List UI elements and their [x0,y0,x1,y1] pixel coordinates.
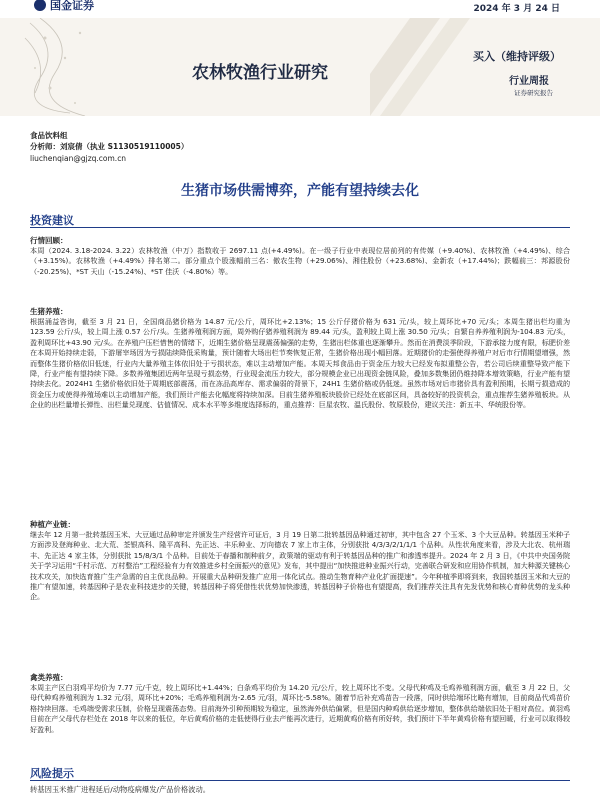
logo-emblem-icon [34,0,46,11]
header-banner [0,18,600,116]
weekly-review-text: 本周（2024. 3.18-2024. 3.22）农林牧渔（中万）指数收于 2697.11 点(+4.49%)。在一级子行业中表现位居前列的有传媒（+9.40%)、农林牧渔（+4.49%)、综合（+3.15%)。农林牧渔（+4.49%）排名第二。部分重点个股涨幅前三名：傲农生物（+29.06%)、湘佳股份（+23.68%)、金新农（+17.44%)；跌幅前三：邦源股份（-20.25%)、*ST 天山（-15.24%)、*ST 佳沃（-4.80%）等。 [30,246,570,276]
banner-pattern-icon [20,18,100,116]
sector-label: 食品饮料组 [30,131,68,140]
section-divider [30,780,570,781]
weekly-review-title: 行情回顾： [30,236,68,245]
seed-industry-text: 继去年 12 月第一批转基因玉米、大豆通过品种审定并颁发生产经营许可证后，3 月 19 日第二批转基因品种通过初审，其中包含 27 个玉米、3 个大豆品种。转基因玉米种子方面涉及登海种业、北大荒、荃银高科、隆平高科、先正达、丰乐种业、万向德农 7 家上市主体，分别获批 4/3/3/2/1/1/1 个品种。从性状角度来看，涉及大北农、杭州瑞丰、先正达 4 家主体，分别获批 15/8/3/1 个品种。目前处于春播和制种前夕，政策端的驱动有利于转基因品种的推广和渗透率提升。2024 年 2 月 3 日，《中共中央国务院关于学习运用“千村示范、万村整治”工程经验有力有效推进乡村全面振兴的意见》发布，其中提出“加快推进种业振兴行动，完善联合研发和应用协作机制，加大种源关键核心技术攻关，加快选育推广生产急需的自主优良品种。开展重大品种研发推广应用一体化试点。推动生物育种产业化扩面提速”。今年种植季即将到来，我国转基因玉米和大豆的推广有望加速，转基因种子是农业科技进步的关键，转基因种子将凭借性状优势加快渗透，转基因种子价格也有望提高，我们推荐关注具有先发优势和核心育种优势的龙头种企。 [30,530,570,602]
poultry-block [30,672,570,735]
report-department: 证券研究报告 [514,89,553,97]
pig-farming-block [30,306,570,411]
rating-badge: 买入（维持评级） [473,50,561,63]
company-logo [34,0,94,13]
report-title: 农林牧渔行业研究 [192,63,328,83]
report-type: 行业周报 [509,76,549,87]
pig-farming-text: 根据涌益咨询，截至 3 月 21 日，全国商品猪价格为 14.87 元/公斤，周环比+2.13%；15 公斤仔猪价格为 631 元/头，较上周环比+70 元/头；本周生猪出栏均重为 123.59 公斤/头，较上周上涨 0.57 公斤/头。生猪养殖利润方面，周外购仔猪养殖利润为 89.44 元/头，盈利较上周上涨 30.50 元/头；自繁自养养殖利润为-104.83 元/头，盈利周环比+43.90 元/头。在养殖户压栏惜售的情绪下，近期生猪价格呈现震荡偏强的走势，生猪出栏体重也逐渐攀升。然而在消费淡季阶段，下游承接力度有限，标肥价差在本周开始持续走弱，下游屠宰场因为亏损陆续降低采购量，预计随着大场出栏节奏恢复正常，生猪价格出现小幅回落。近期猪价的走强使得养殖户对后市行情期望增强，然而整体生猪价格依旧低迷，行业内大量养殖主体依旧处于亏损状态，难以主动增加产能。本周天邦食品由于资金压力较大已经发布拟重整公告，若公司后续重整导致产能下降，行业产能有望持续下降。多数养殖集团近两年呈现亏损态势，行业现金流压力较大，部分规模企业已出现资金链风险，叠加多数集团仍维持降本增效策略，行业产能有望持续去化。2024H1 生猪价格依旧处于周期底部震荡，而在冻品高库存、需求偏弱的背景下，24H1 生猪价格或仍低迷。虽然市场对后市猪价具有盈利预期，长期亏损造成的资金压力或使得养殖场难以主动增加产能，我们预计产能去化幅度将持续加深。目前生猪养殖板块股价已经处在底部区间，具备较好的投资机会，重点推荐生猪养殖板块。从企业的出栏量增长弹性、出栏量兑现度、估值情况、成本水平等多维度选择标的，重点推荐：巨星农牧、温氏股份、牧原股份，建议关注：新五丰、华统股份等。 [30,317,570,410]
weekly-review-block [30,235,570,277]
section-title-investment: 投资建议 [30,214,74,227]
banner-stripes-icon [370,18,600,116]
seed-industry-block [30,519,570,603]
report-headline: 生猪市场供需博弈，产能有望持续去化 [181,183,419,199]
risk-text: 转基因玉米推广进程延后/动物疫病爆发/产品价格波动。 [30,785,211,794]
poultry-text: 本周主产区白羽鸡平均价为 7.77 元/千克，较上周环比+1.44%；白条鸡平均价为 14.20 元/公斤，较上周环比不变。父母代种鸡及毛鸡养殖利润方面，截至 3 月 22 日，父母代种鸡养殖利润为 1.32 元/羽，周环比+20%；毛鸡养殖利润为-2.65 元/羽，周环比-5.58%。随着节后补充鸡苗告一段落，同时供给端环比略有增加，目前商品代鸡苗价格持续回落。毛鸡端受需求压制，价格呈现震荡态势。目前海外引种预期较为稳定，虽然海外供给偏紧，但是国内种鸡供给逐步增加，整体供给端依旧处于相对高位。黄羽鸡目前在产父母代存栏处在 2018 年以来的低位，年后黄鸡价格的走低使得行业去产能再次进行，近期黄鸡价格有所好转，我们预计下半年黄鸡价格有望回暖，行业可以取得较好盈利。 [30,683,570,734]
top-bar [0,0,600,16]
analyst-info: 分析师：刘宸倩（执业 S1130519110005） [30,142,189,151]
analyst-email[interactable]: liuchenqian@gjzq.com.cn [30,154,127,163]
poultry-title: 禽类养殖： [30,673,68,682]
logo-text: 国金证券 [50,0,94,12]
pig-farming-title: 生猪养殖： [30,307,68,316]
section-divider [30,227,570,228]
report-date: 2024 年 3 月 24 日 [473,4,560,14]
section-title-risk: 风险提示 [30,767,74,780]
seed-industry-title: 种植产业链： [30,520,75,529]
